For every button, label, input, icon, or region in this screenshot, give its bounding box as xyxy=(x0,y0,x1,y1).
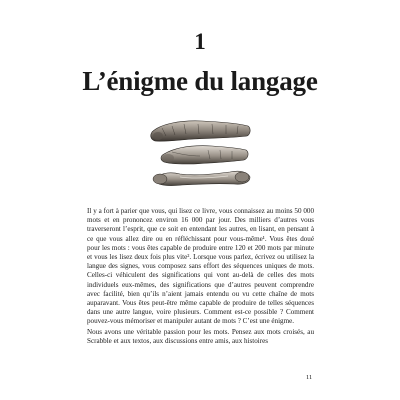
chapter-title: L’énigme du langage xyxy=(82,66,318,96)
carved-bones-illustration xyxy=(150,114,252,190)
page-number: 11 xyxy=(306,374,313,381)
bone-fragment-middle xyxy=(161,146,248,164)
body-text xyxy=(87,207,314,347)
paragraph: Il y a fort à parier que vous, qui lisez ce livre, vous connaissez au moins 50 000 mots et en prononcez environ 16 000 par jour. Des milliers d’autres vous traverseront l’esprit, que ce soit en entendant les autres, en lisant, en pensant à ce que vous allez dire ou en réfléchissant pour vous-même¹. Vous êtes doué pour les mots : vous êtes capable de produire entre 120 et 200 mots par minute et vous les lisez deux fois plus vite². Lorsque vous parlez, écrivez ou utilisez la langue des signes, vous composez sans effort des séquences uniques de mots. Celles-ci véhiculent des significations qui vont au-delà de celles des mots individuels eux-mêmes, des significations que d’autres peuvent comprendre avec facilité, bien qu’ils n’aient jamais entendu ou vu cette chaîne de mots auparavant. Vous êtes peut-être même capable de produire de telles séquences dans une autre langue, voire plusieurs. Comment est-ce possible ? Comment pouvez-vous mémoriser et manipuler autant de mots ? C’est une énigme. xyxy=(87,207,314,326)
bone-fragment-bottom xyxy=(153,171,250,185)
chapter-number: 1 xyxy=(194,29,206,54)
paragraph: Nous avons une véritable passion pour les mots. Pensez aux mots croisés, au Scrabble et aux textos, aux discussions entre amis, aux histoires xyxy=(87,328,314,346)
bone-fragment-top xyxy=(151,121,250,141)
